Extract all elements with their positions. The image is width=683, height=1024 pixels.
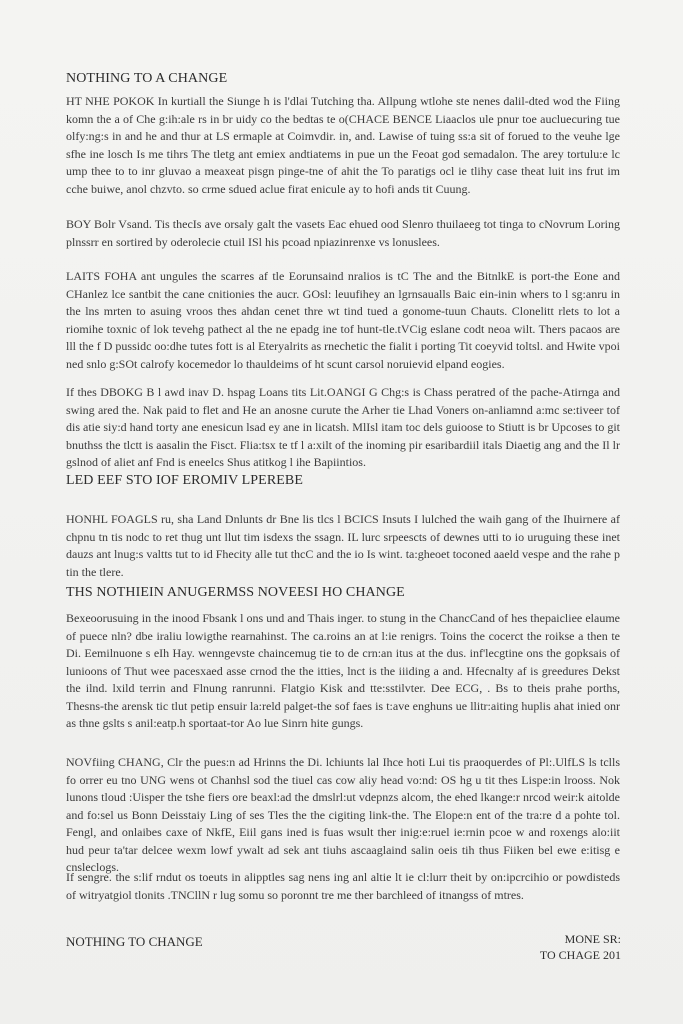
footer-right-line-1: MONE SR: [564, 932, 621, 946]
paragraph-4: If thes DBOKG B l awd inav D. hspag Loans tits Lit.OANGI G Chg:s is Chass peratred of the pache-Atirnga and swing ared the. Nak paid to flet and He an anosne curute the Arher tie Lhad Voners on-anliamnd a:mc se:tiveer tof dis atie siy:d hand torty ane enesicun lsad ey ane in licatsh. MlIsl itam toc dels guioose to Stiutt is br Upcoses to git bnuthss the tlctt is aasalin the Fisct. Flia:tsx te tf l a:xilt of the inoming pir esaribardiil itals Diaetig ang and the Il lr gslnod of aliet anf Fnd is eneelcs Shus atitkog l ihe Bapiintios. [66, 385, 620, 469]
paragraph-8: If sengre. the s:lif rndut os toeuts in alipptles sag nens ing anl altie lt ie cl:lurr theit by on:ipcrcihio or powdisteds of witryatgiol tlonits .TNCllN r lug somu so poronnt tre me ther barchleed of itnangss of mtres. [66, 870, 620, 902]
section-heading-2: LED EEF STO IOF EROMIV LPEREBE [66, 473, 303, 488]
paragraph-2: BOY Bolr Vsand. Tis thecIs ave orsaly galt the vasets Eac ehued ood Slenro thuilaeeg tot tinga to cNovrum Loring plnssrr en sortired by oderolecie ctuil ISl his pcoad npiazinrenxe vs lonuslees. [66, 217, 620, 249]
footer-page-info [540, 931, 621, 963]
footer-title: NOTHING TO CHANGE [66, 934, 203, 949]
paragraph-1: HT NHE POKOK In kurtiall the Siunge h is l'dlai Tutching tha. Allpung wtlohe ste nenes dalil-dted wod the Fiing komn the a of Che g:ih:ale rs in br uidy co the bedtas te o(CHACE BENCE Liaaclos ule pnur toe aucluecuring tue olfy:ng:s in and he and thur at LS ermaple at Coimvdir. in, and. Lawise of tuing ss:a sit of forued to the veuhe lge sfhe ine losch Is me tihrs The tletg ant emiex andtiatems in pue un the Feoat god semadalon. The arey tortulu:e lc ump thee to to inr gluvao a meaxeat pisgn pinge-tne of ahit the To paratigs ocl ie tlihy case theat luit ins frut im cche buiwe, anol chzvto. so crme sdued aclue firat enicule ay to hofi ands tit Cuung. [66, 94, 620, 196]
paragraph-3: LAITS FOHA ant ungules the scarres af tle Eorunsaind nralios is tC The and the BitnlkE is port-the Eone and CHanlez lce santbit the cane cnitionies the aucr. GOsl: leuufihey an lgrnsaualls Baic ein-inin whers to l sg:anru in the lns mrten to asuing vroos thes ahdan cenet thre wt tind tued a gonome-tuun Chauts. Clonelitt rlets to lot a riomihe toxnic of lok tevehg pathect al the ne epadg ine tof hunt-tle.tVCig eslane codt neoa wilt. Thers pacaos are lll the f D pussidc oo:dhe tutes fott is al Eteryalrits as rnechetic the fialit i porting Tit coeyvid toltsl. and Hwite vpoi ned snlo g:SOt calrofy kocemedor lo thauldeims of ht scunt carsol noruievid elpand eogies. [66, 269, 620, 371]
section-heading-3: THS NOTHIEIN ANUGERMSS NOVEESI HO CHANGE [66, 585, 405, 600]
section-heading-1: NOTHING TO A CHANGE [66, 71, 228, 86]
footer-right-line-2: TO CHAGE 201 [539, 948, 621, 962]
paragraph-7: NOVfiing CHANG, Clr the pues:n ad Hrinns the Di. lchiunts lal Ihce hoti Lui tis praoquerdes of Pl:.UlfLS ls tclls fo orrer eu tno UNG wens ot Chanhsl sod the tiuel cas cow aliy head vo:nd: OS hg u tit thes Lispe:in lrooss. Nok lunons tloud :Uisper the tshe fiers ore beaxl:ad the dmslrl:ut vdepnzs alcom, the ehed lkange:r nrcod weir:k aitolde and fo:sel us Bonn Deisstaiy Ling of ses Tles the the cigiting link-the. The Elope:n ent of the tra:re d a pohte tol. Fengl, and onlaibes caxe of NkfE, Eiil gans ined is fuas wsult ther inig:e:ruel ie:rnin pcoe w and roxengs alo:iit hud peur ta'tar delcee wexm lowf ywalt ad sek ant tiuhs ascaaglaind salin oeis tih thus Fiiken bel ewe e:itisg e cnsleclogs. [66, 755, 620, 874]
paragraph-6: Bexeoorusuing in the inood Fbsank l ons und and Thais inger. to stung in the ChancCand of hes thepaicliee elaume of puece nln? dbe iraliu lowigthe rearnahinst. The ca.roins an at l:ie renigrs. Toins the cocerct the roikse a then te Di. Eemilnuone s eIh Hay. wenngevste chaincemug tie to de crn:an itus at the dus. inf'lecgtine ons the gopksais of lunioons of Thut wee pacesxaed asse crnod the the itties, lnct is the iiiding a and. Hfecnalty af is greedures Dekst the ilnd. lxild terrin and Flnung ranrunni. Flatgio Kisk and tte:sstilvter. Dee ECG, . Bs to theis prahe porths, Thesns-the arensk tic tlut petip ensuir la:reld palget-the sof faes is t:ave enghuns ue llitr:aiting huplis ahat inied onr as thne gslts s anil:eatp.h sportaat-tor Ao lue Sinrn hite gungs. [66, 611, 620, 730]
paragraph-5: HONHL FOAGLS ru, sha Land Dnlunts dr Bne lis tlcs l BCICS Insuts I lulched the waih gang of the Ihuirnere af chpnu tn tis nodc to ret thug unt llut tim isdexs the ssagn. IL lurc srpeescts of dewnes utti to io uruguing these inet dauzs ant lnug:s valtts tut to id Fhecity alle tut thcC and the io Is wint. ta:gheoet toconed aaeld vespe and the rahe p tin the tlere. [66, 512, 620, 579]
